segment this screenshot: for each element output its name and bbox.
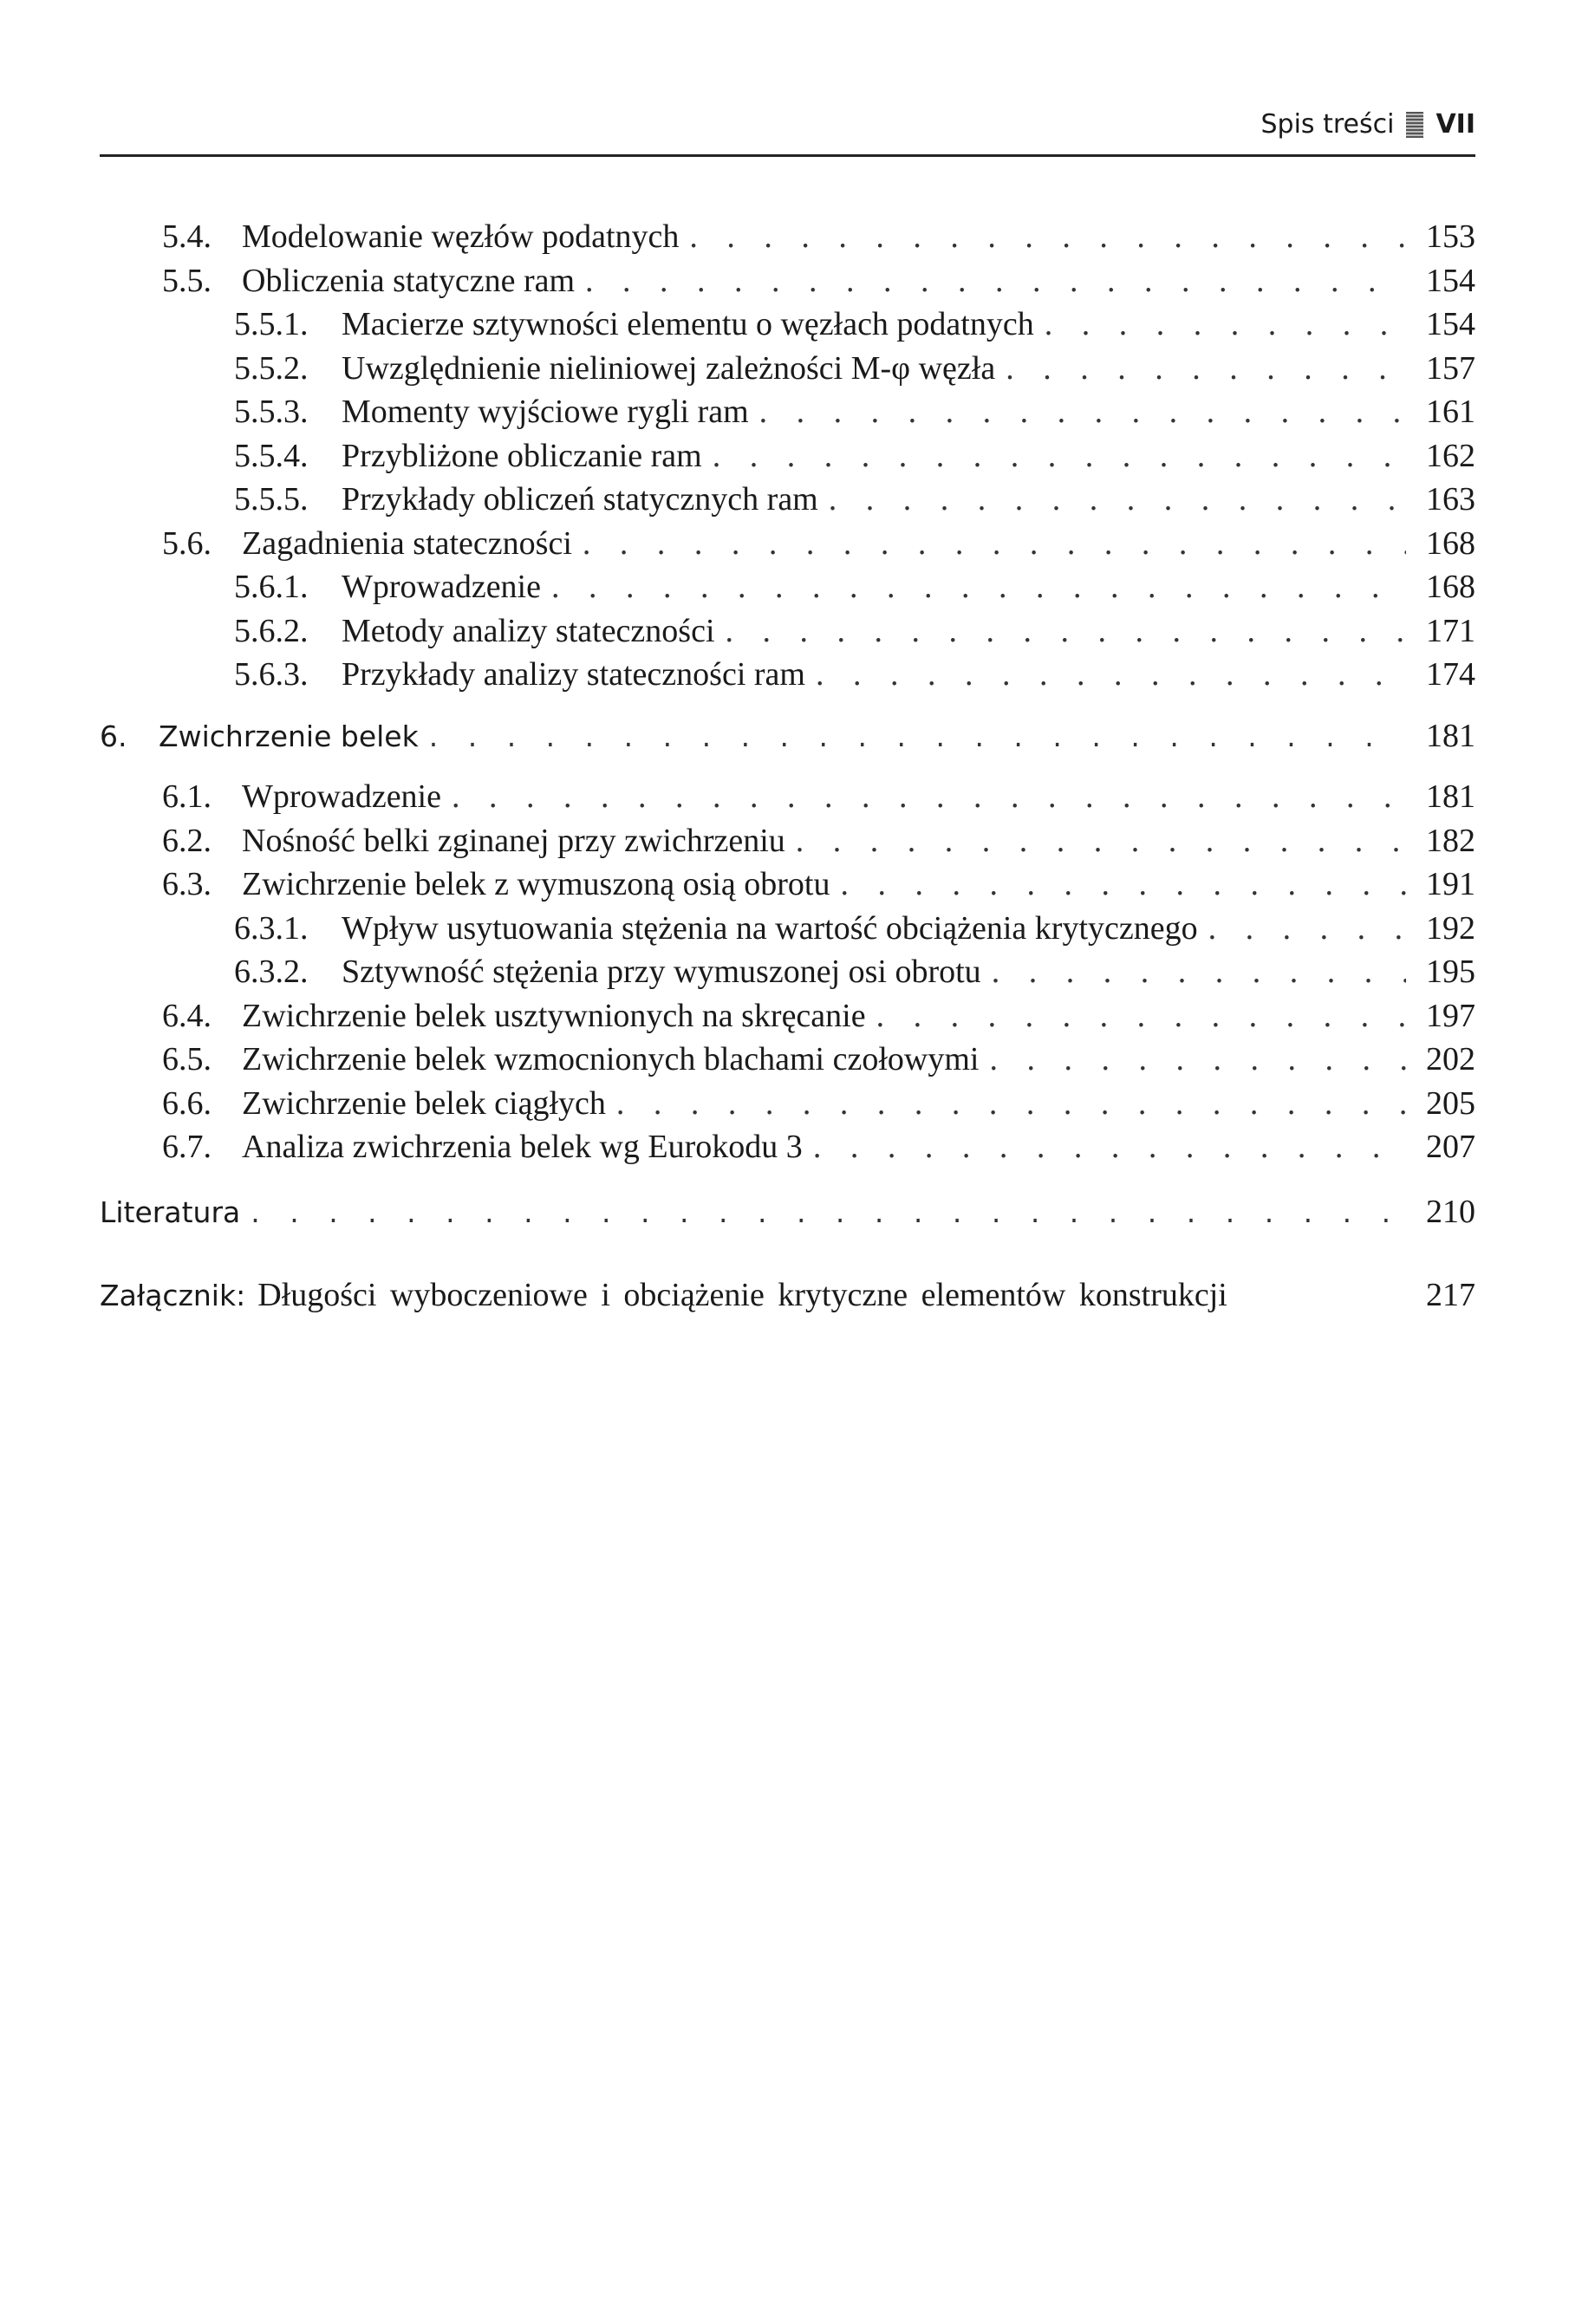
toc-entry-page: 205 (1426, 1084, 1475, 1122)
toc-entry (100, 215, 1475, 259)
toc-entry-page: 162 (1426, 437, 1475, 474)
toc-entry (100, 434, 1475, 478)
toc-entry-title: Zwichrzenie belek wzmocnionych blachami czołowymi (242, 1041, 980, 1077)
toc-entry-page: 181 (1426, 778, 1475, 815)
toc-chapter-heading (100, 714, 1475, 758)
toc-entry (100, 775, 1475, 819)
dot-leader (759, 390, 1406, 434)
toc-entry-page: 182 (1426, 822, 1475, 859)
toc-entry (100, 390, 1475, 434)
toc-entry-page: 157 (1426, 349, 1475, 387)
toc-entry-title: Nośność belki zginanej przy zwichrzeniu (242, 822, 785, 859)
toc-entry-title: Wpływ usytuowania stężenia na wartość obciążenia krytycznego (342, 909, 1198, 947)
dot-leader (251, 1191, 1406, 1235)
table-of-contents (100, 215, 1475, 1318)
dot-leader (616, 1082, 1406, 1126)
toc-entry-title: Obliczenia statyczne ram (242, 262, 576, 299)
dot-leader (989, 1038, 1406, 1082)
toc-entry (100, 347, 1475, 391)
toc-entry-page: 153 (1426, 218, 1475, 255)
toc-entry-title: Sztywność stężenia przy wymuszonej osi obrotu (342, 954, 981, 990)
dot-leader (429, 715, 1406, 759)
toc-entry-page: 154 (1426, 306, 1475, 342)
toc-entry (100, 907, 1475, 951)
toc-entry (100, 478, 1475, 522)
running-header (100, 102, 1475, 157)
toc-entry-number: 6.2. (162, 822, 212, 859)
toc-entry-page: 161 (1426, 394, 1475, 430)
toc-entry (100, 819, 1475, 863)
appendix-page: 217 (1426, 1277, 1475, 1313)
toc-entry-number: 5.6. (162, 524, 212, 562)
toc-entry (100, 259, 1475, 303)
toc-entry-page: 154 (1426, 262, 1475, 299)
toc-entry-number: 5.5.3. (234, 394, 309, 430)
dot-leader (841, 863, 1407, 907)
toc-entry-title: Uwzględnienie nieliniowej zależności M-φ węzła (342, 349, 996, 387)
toc-entry-number: 6.5. (162, 1041, 212, 1077)
toc-entry-title: Macierze sztywności elementu o węzłach podatnych (342, 306, 1034, 342)
toc-entry-page: 197 (1426, 997, 1475, 1034)
dot-leader (452, 775, 1406, 819)
dot-leader (829, 478, 1406, 522)
toc-entry-title: Momenty wyjściowe rygli ram (342, 394, 749, 430)
dot-leader (689, 215, 1406, 259)
toc-entry-number: 5.6.2. (234, 612, 309, 649)
toc-entry (100, 863, 1475, 907)
toc-entry-number: 5.6.3. (234, 656, 309, 693)
appendix-title: Długości wyboczeniowe i obciążenie krytyczne elementów konstrukcji (257, 1277, 1227, 1313)
toc-entry-title: Przykłady analizy stateczności ram (342, 656, 805, 693)
toc-entry (100, 994, 1475, 1038)
chapter-number: 6. (100, 719, 127, 753)
dot-leader (816, 653, 1406, 697)
toc-entry (100, 1125, 1475, 1169)
dot-leader (1045, 303, 1406, 347)
toc-entry-number: 6.1. (162, 778, 212, 815)
toc-entry-number: 5.5.5. (234, 481, 309, 518)
toc-entry-page: 195 (1426, 954, 1475, 990)
dot-leader (726, 609, 1406, 654)
toc-entry-title: Modelowanie węzłów podatnych (242, 218, 680, 255)
dot-leader (796, 819, 1406, 863)
toc-entry-page: 171 (1426, 612, 1475, 649)
toc-entry-page: 168 (1426, 524, 1475, 562)
toc-literature (100, 1190, 1475, 1234)
toc-entry-title: Przykłady obliczeń statycznych ram (342, 481, 818, 518)
toc-entry-title: Wprowadzenie (342, 569, 541, 605)
toc-entry-number: 6.7. (162, 1129, 212, 1165)
toc-entry (100, 1082, 1475, 1126)
toc-entry-title: Zwichrzenie belek z wymuszoną osią obrotu (242, 866, 830, 902)
toc-entry-page: 192 (1426, 909, 1475, 947)
toc-entry-page: 202 (1426, 1041, 1475, 1077)
toc-entry-number: 5.5.2. (234, 349, 309, 387)
dot-leader (813, 1125, 1406, 1169)
dot-leader (551, 565, 1406, 609)
toc-entry-title: Metody analizy stateczności (342, 612, 715, 649)
toc-entry-title: Przybliżone obliczanie ram (342, 437, 702, 474)
toc-entry (100, 1038, 1475, 1082)
dot-leader (992, 950, 1406, 994)
literature-page: 210 (1426, 1193, 1475, 1230)
toc-entry-number: 6.4. (162, 997, 212, 1034)
toc-entry-title: Zwichrzenie belek ciągłych (242, 1084, 606, 1122)
toc-entry-number: 5.5.1. (234, 306, 309, 342)
toc-entry-number: 5.6.1. (234, 569, 309, 605)
toc-entry-number: 5.5. (162, 262, 212, 299)
toc-entry (100, 653, 1475, 697)
appendix-label: Załącznik: (100, 1279, 246, 1312)
toc-appendix (100, 1273, 1475, 1318)
toc-entry-number: 5.5.4. (234, 437, 309, 474)
header-marker-icon (1406, 112, 1423, 138)
toc-entry-number: 6.3.2. (234, 954, 309, 990)
toc-entry (100, 609, 1475, 654)
toc-entry-page: 163 (1426, 481, 1475, 518)
toc-entry-title: Wprowadzenie (242, 778, 441, 815)
toc-entry (100, 303, 1475, 347)
header-page-number: VII (1436, 109, 1475, 140)
toc-entry-page: 174 (1426, 656, 1475, 693)
toc-entry-title: Zwichrzenie belek usztywnionych na skręcanie (242, 997, 866, 1034)
dot-leader (583, 522, 1406, 566)
dot-leader (1006, 347, 1406, 391)
dot-leader (876, 994, 1406, 1038)
toc-entry-number: 6.3.1. (234, 909, 309, 947)
toc-entry-page: 207 (1426, 1129, 1475, 1165)
toc-entry (100, 522, 1475, 566)
header-text (1261, 109, 1476, 140)
toc-entry-number: 6.6. (162, 1084, 212, 1122)
toc-entry (100, 565, 1475, 609)
toc-entry-number: 5.4. (162, 218, 212, 255)
toc-entry-number: 6.3. (162, 866, 212, 902)
dot-leader (713, 434, 1406, 478)
toc-entry (100, 950, 1475, 994)
header-title: Spis treści (1260, 109, 1395, 140)
chapter-page: 181 (1426, 717, 1475, 754)
literature-title: Literatura (100, 1195, 241, 1229)
toc-entry-page: 168 (1426, 569, 1475, 605)
toc-entry-title: Zagadnienia stateczności (242, 524, 572, 562)
chapter-title: Zwichrzenie belek (159, 719, 419, 753)
toc-entry-page: 191 (1426, 866, 1475, 902)
dot-leader (1208, 907, 1406, 951)
dot-leader (585, 259, 1406, 303)
toc-entry-title: Analiza zwichrzenia belek wg Eurokodu 3 (242, 1129, 803, 1165)
